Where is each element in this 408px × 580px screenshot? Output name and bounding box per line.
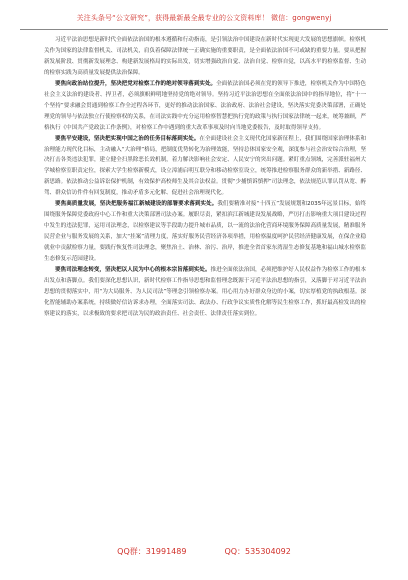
paragraph-text: 在全面建设社会主义现代化国家新征程上，我们围绕国家治理体系和治理能力现代化目标，主动融入“大治理”格局，把制度优势转化为治理效能，坚持总体国家安全观，深度参与社会治安综合治理，坚决打击各类违法犯罪，建立健全扫黑除恶长效机制，着力解决影响社会安定、人民安宁的突出问题。紧盯重点领域，完善派驻福州大学城检察室职责定位，探索大学生检察新模式，设立漳浦启明互联分和移动检察室设立，统筹推进检察服务群众的新举措、新路径、新思路。依法推动公益诉讼保护机制，有效保护高校师生及其合法权益。贯彻“少捕慎诉慎押”司法理念，依法规范认罪认罚从宽、醉驾、群众信访件件有回复制度，推动矛盾多元化解、促进社会治理现代化。	[44, 135, 367, 197]
paragraph-lead: 要焦司法理念转变，坚决把以人民为中心的根本宗旨落到实处。	[55, 267, 211, 274]
header-banner	[20, 10, 388, 26]
paragraph-lead: 要焦向政治站位提升，坚决把党对检察工作的绝对领导落到实处。	[55, 80, 217, 87]
paragraph-text: 全面依法治国必须在党的领导下推进，检察机关作为中国特色社会主义法治的建设者、捍卫者，必须旗帜鲜明地坚持党的绝对领导。坚持习近平法治思想在全面依法治国中的指导地位，将“十一个坚持”要求融会贯通到检察工作全过程各环节，更好的推动法治国家、法治政府、法治社会建设，坚决落实党委决策部署，正确处理党的领导与依法独立行使检察权的关系，在司法实践中充分运用检察智慧把执行党的政策与执行国家法律统一起来，统筹兼顾，严格执行《中国共产党政法工作条例》，对检察工作中遇到的重大改革事项及时向当地党委报告，及时取得领导支持。	[44, 80, 367, 131]
paragraph-safety-building	[44, 134, 366, 200]
paragraph-political-stance	[44, 79, 366, 134]
footer-qq: QQ：535304092	[224, 547, 291, 556]
paragraph-text: 我们要精准对接“十四五”发展规划和2035年远景目标，始终围绕服务保障党委政府中心工作和重大决策部署司法办案。履职尽责，紧扣滨江新城建设发展战略，严厉打击影响重大项目建设过程中发生的违法犯罪，运用司法理念，以检察建议等手段助力提升城市品质，以一流的法治化营商环境服务保障高质量发展，精准服务民营企业与服务发展的关系，加大“挂案”清理力度，落实好服务民营经济各项举措，用检察温度呵护民营经济健康发展，在保企业稳就业中贡献检察力量，要践行恢复性司法理念，聚焦治土、治林、治污、治岸，推进全省首家东湾湿生态修复基地和福山城水检察监生态修复示范园建设。	[44, 201, 366, 263]
paragraph-intro	[44, 35, 366, 79]
paragraph-text: 推进全面依法治国，必须把维护好人民权益作为检察工作的根本出发点和落脚点。我们要深化思想认识，新时代检察工作指导思想和监督理念既源于习近平法治思想的指引，又落脚于对习近平法治思想的贯彻落实中，用“为大局服务、为人民司法”等理念引领检察办案。用心用力办好群众身边的小案，切实厚植党的执政根基。深化智能辅助办案系统，持续做好信访诉求办理，全面落实司法、政法办、行政争议实质性化解等民生检察工作，抓好最高检发出的检察建议的落实，以求极致的要求把司法为民的政治责任、社会责任、法律责任落实到位。	[44, 267, 367, 317]
paragraph-lead: 要焦平安建设，坚决把实现中国之治的任务目标落到实处。	[55, 135, 200, 142]
footer-qq-group: QQ群：31991489	[117, 547, 187, 556]
article-body	[44, 35, 366, 320]
paragraph-judicial-philosophy	[44, 265, 366, 320]
header-text: 关注头条号“公文研究”，获得最新最全最专业的公文资料库！ 微信：gongwenyj	[76, 14, 332, 22]
paragraph-text: 习近平法治思想是新时代全面依法治国的根本遵循和行动指南，是引领法治中国建设在新时代实现更大发展的思想旗帜。检察机关作为国家的法律监督机关、司法机关，肩负着保障法律统一正确实施的重要职责，是全面依法治国不可或缺的重要力量。要从把握新发展阶段、贯彻新发展理念、构建新发展格局的实际出发，切实增强政治自觉、法治自觉、检察自觉，以高水平的检察监督、生动的检察实践为高质量发展提供法治保障。	[44, 37, 366, 76]
header-divider	[20, 29, 388, 30]
footer-contact	[0, 546, 408, 560]
paragraph-quality-development	[44, 199, 366, 265]
paragraph-lead: 要焦高质量发展，坚决把服务福江新城建设的部署要求落到实处。	[55, 201, 218, 208]
